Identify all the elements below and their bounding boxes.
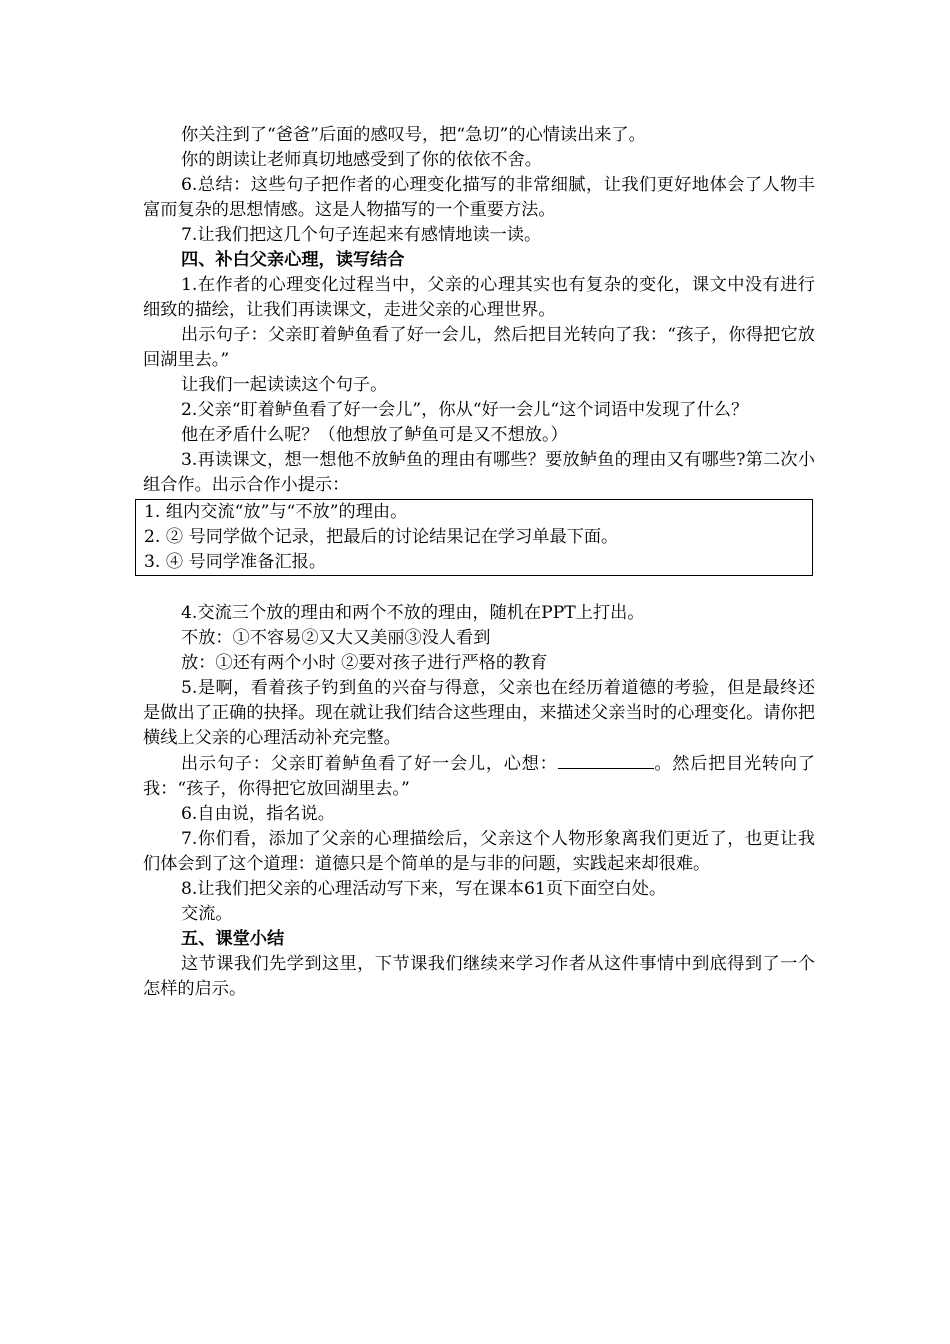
document-body: [143, 123, 815, 1002]
section-heading-4: 四、补白父亲心理，读写结合: [181, 250, 405, 270]
paragraph: 不放：①不容易②又大又美丽③没人看到: [181, 628, 491, 648]
paragraph: 2.父亲“盯着鲈鱼看了好一会儿”，你从“好一会儿“这个词语中发现了什么？: [181, 400, 749, 420]
fill-sentence-after: 。然后把目光转向了我：“孩子，你得把它放回湖里去。”: [143, 754, 815, 799]
paragraph: 6.自由说，指名说。: [181, 804, 335, 824]
paragraph: 3.再读课文，想一想他不放鲈鱼的理由有哪些？要放鲈鱼的理由又有哪些?第二次小组合作。出示合作小提示：: [143, 450, 815, 495]
fill-in-sentence: [143, 751, 815, 802]
paragraph: 7.让我们把这几个句子连起来有感情地读一读。: [181, 225, 542, 245]
paragraph: 5.是啊，看着孩子钓到鱼的兴奋与得意，父亲也在经历着道德的考验，但是最终还是做出了正确的抉择。现在就让我们结合这些理由，来描述父亲当时的心理变化。请你把横线上父亲的心理活动补充完整。: [143, 678, 815, 748]
paragraph: 1.在作者的心理变化过程当中，父亲的心理其实也有复杂的变化，课文中没有进行细致的描绘，让我们再读课文，走进父亲的心理世界。: [143, 275, 815, 320]
paragraph: 放：①还有两个小时 ②要对孩子进行严格的教育: [181, 653, 548, 673]
spacer: [143, 576, 815, 601]
tip-item: 1. 组内交流“放”与“不放”的理由。: [144, 502, 408, 522]
paragraph: 8.让我们把父亲的心理活动写下来，写在课本61页下面空白处。: [181, 879, 667, 899]
closing-paragraph: 这节课我们先学到这里，下节课我们继续来学习作者从这件事情中到底得到了一个怎样的启示。: [143, 954, 815, 999]
tip-item: 2. ② 号同学做个记录，把最后的讨论结果记在学习单最下面。: [144, 527, 619, 547]
section-heading-5: 五、课堂小结: [181, 929, 285, 949]
paragraph: 出示句子：父亲盯着鲈鱼看了好一会儿，然后把目光转向了我：“孩子，你得把它放回湖里去。”: [143, 325, 815, 370]
paragraph: 你关注到了“爸爸”后面的感叹号，把“急切”的心情读出来了。: [181, 125, 646, 145]
paragraph: 他在矛盾什么呢？（他想放了鲈鱼可是又不想放。）: [181, 425, 568, 445]
paragraph: 交流。: [181, 904, 233, 924]
fill-blank-line: [558, 751, 654, 769]
paragraph: 6.总结：这些句子把作者的心理变化描写的非常细腻，让我们更好地体会了人物丰富而复杂的思想情感。这是人物描写的一个重要方法。: [143, 175, 815, 220]
paragraph: 让我们一起读读这个句子。: [181, 375, 388, 395]
fill-sentence-before: 出示句子：父亲盯着鲈鱼看了好一会儿，心想：: [181, 754, 558, 774]
paragraph: 7.你们看，添加了父亲的心理描绘后，父亲这个人物形象离我们更近了，也更让我们体会到了这个道理：道德只是个简单的是与非的问题，实践起来却很难。: [143, 829, 815, 874]
paragraph: 4.交流三个放的理由和两个不放的理由，随机在PPT上打出。: [181, 603, 645, 623]
tip-item: 3. ④ 号同学准备汇报。: [144, 552, 327, 572]
cooperation-tips-box: [135, 499, 813, 576]
paragraph: 你的朗读让老师真切地感受到了你的依依不舍。: [181, 150, 542, 170]
